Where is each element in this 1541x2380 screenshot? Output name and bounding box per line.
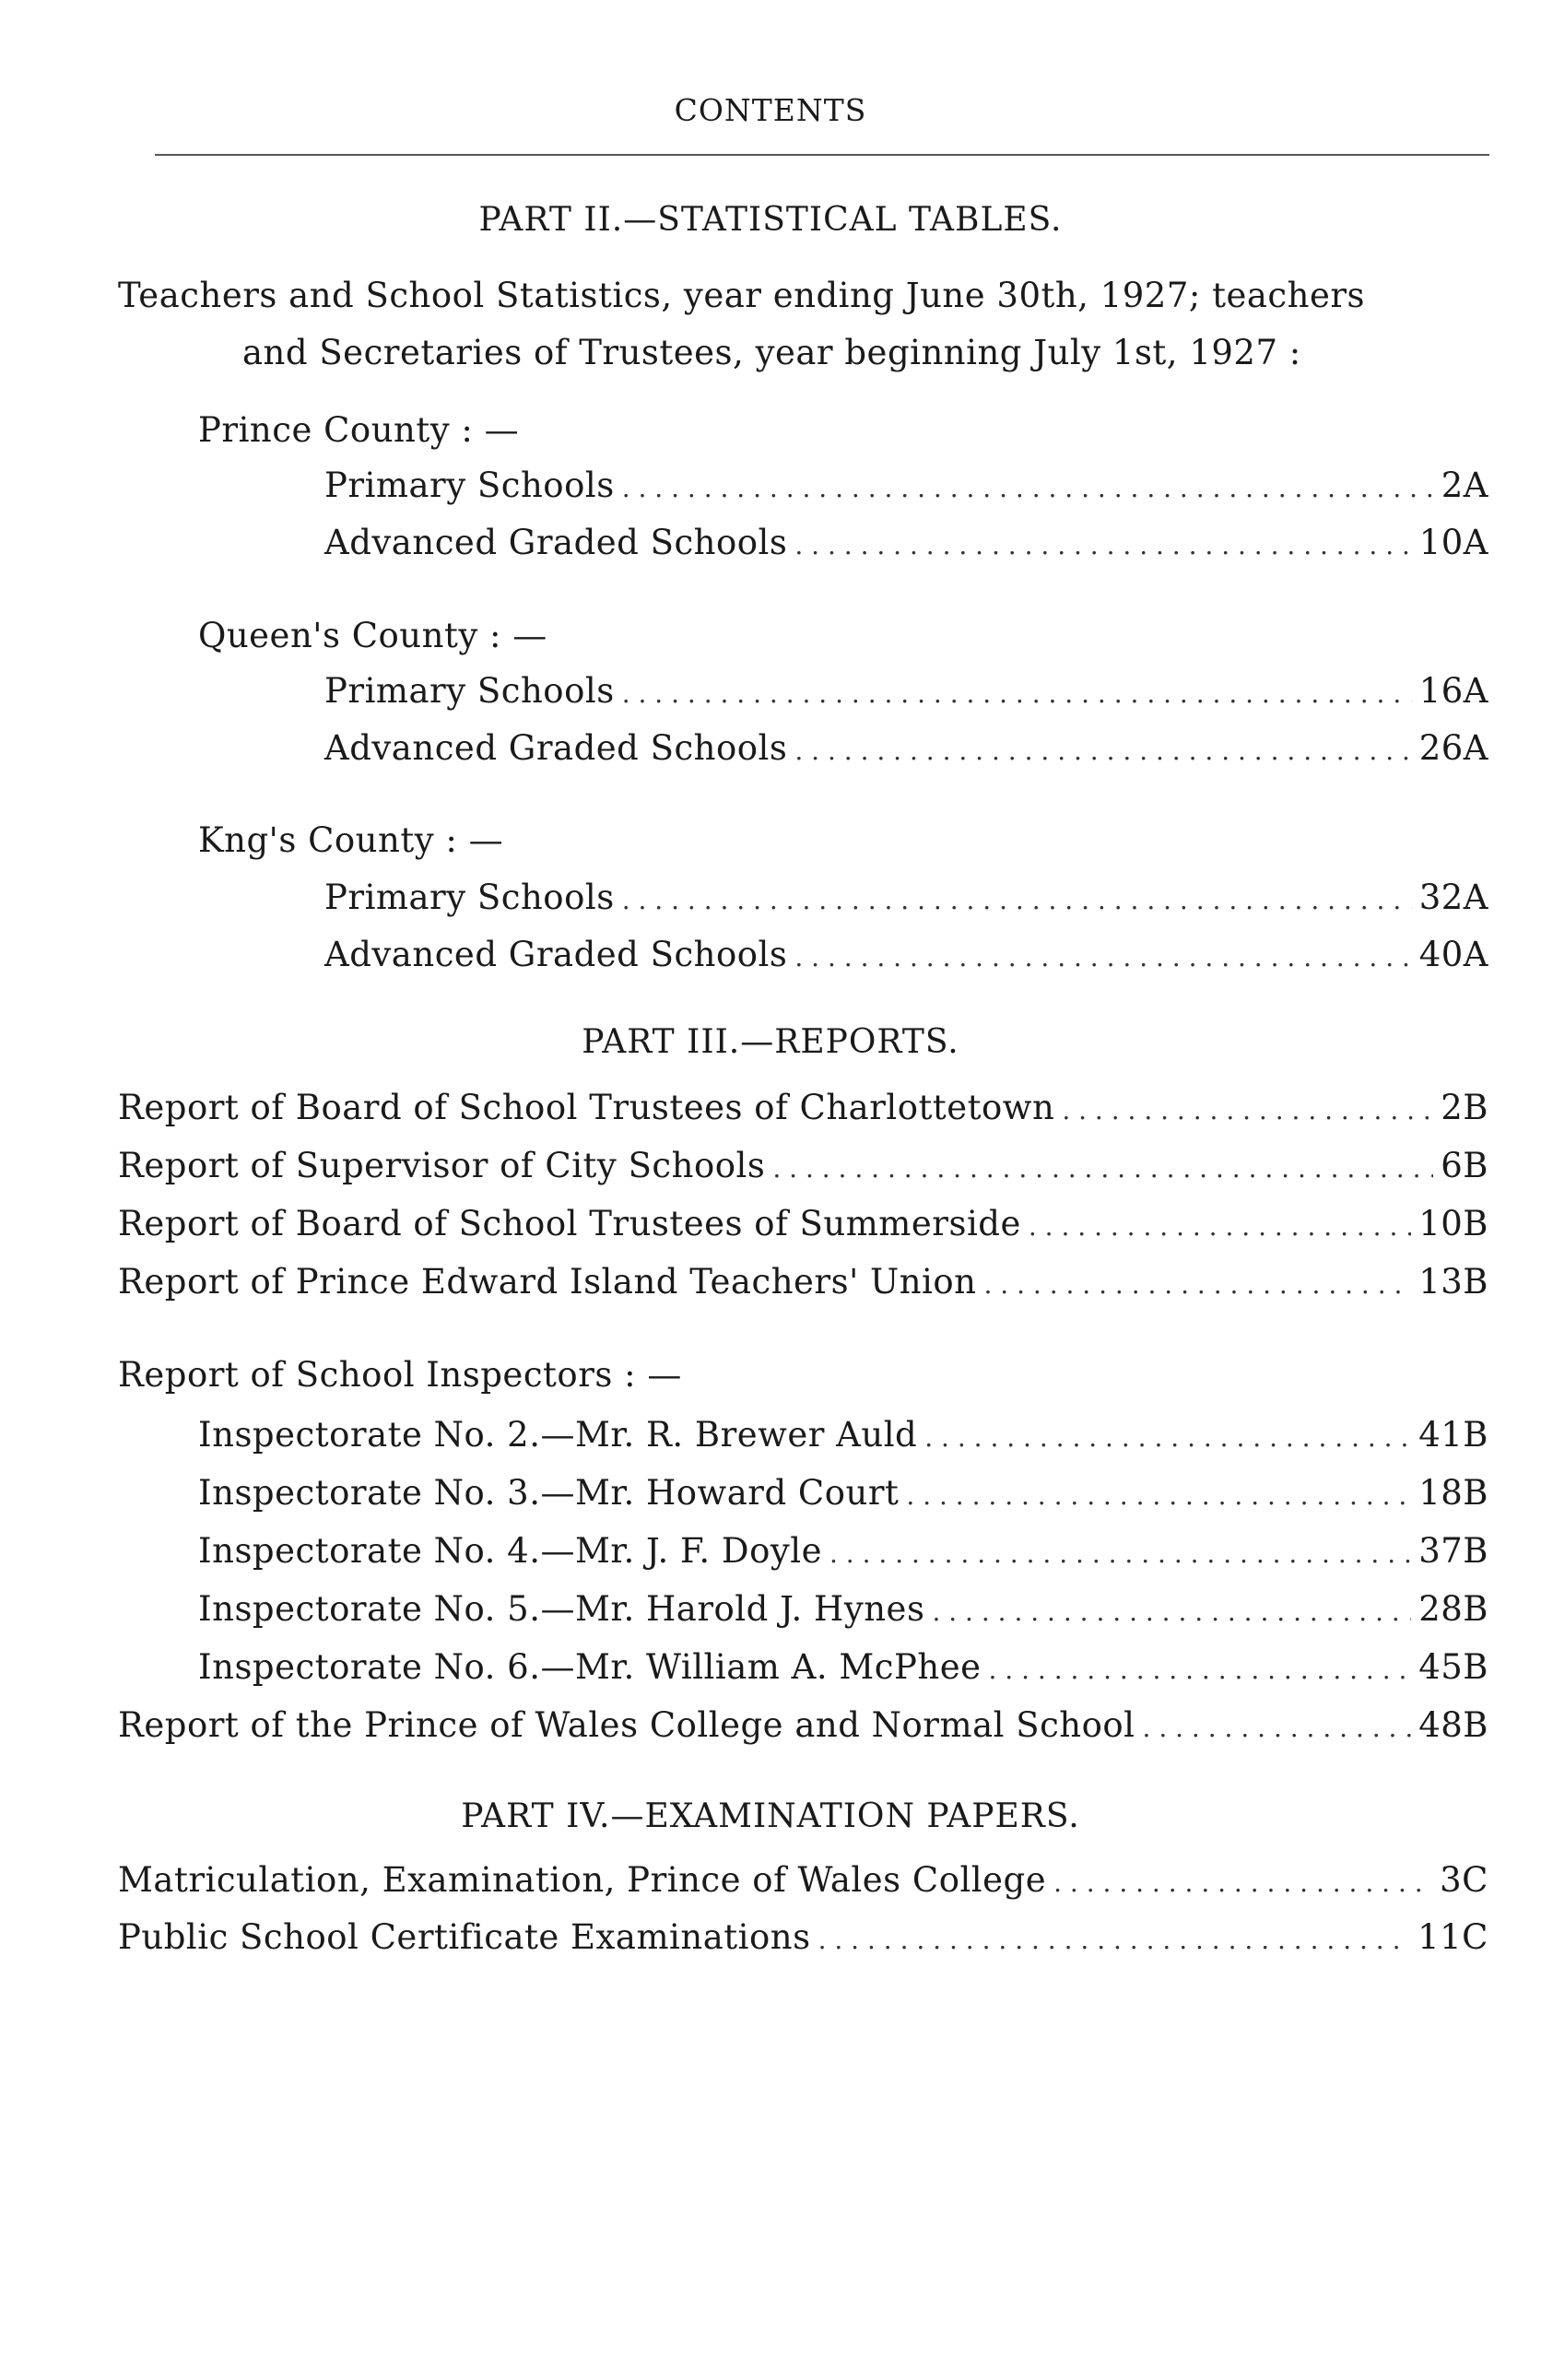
part2-intro: [118, 267, 1500, 382]
toc-entry-title: Primary Schools: [324, 878, 615, 917]
toc-entry[interactable]: [324, 728, 1488, 774]
toc-entry-page: 41B: [1418, 1415, 1488, 1455]
toc-entry-page: 37B: [1418, 1531, 1488, 1571]
toc-entry[interactable]: [198, 1647, 1488, 1693]
toc-entry[interactable]: [324, 935, 1488, 981]
toc-entry-page: 26A: [1418, 728, 1488, 768]
toc-entry-title: Report of Board of School Trustees of Summerside: [118, 1204, 1021, 1243]
header-rule: [155, 154, 1489, 156]
toc-entry-title: Advanced Graded Schools: [324, 523, 788, 562]
part2-intro-line2: and Secretaries of Trustees, year beginning July 1st, 1927 :: [242, 333, 1301, 372]
dot-leader: [1062, 1095, 1433, 1125]
toc-entry-page: 13B: [1418, 1262, 1488, 1302]
dot-leader: [818, 1925, 1411, 1955]
toc-entry-page: 10B: [1418, 1204, 1488, 1243]
dot-leader: [924, 1422, 1411, 1453]
toc-entry-title: Inspectorate No. 5.—Mr. Harold J. Hynes: [198, 1589, 925, 1629]
toc-entry[interactable]: [118, 1146, 1488, 1192]
dot-leader: [1053, 1867, 1432, 1898]
dot-leader: [622, 473, 1434, 503]
toc-entry[interactable]: [118, 1204, 1488, 1250]
toc-entry-title: Report of Supervisor of City Schools: [118, 1146, 766, 1185]
dot-leader: [829, 1538, 1411, 1569]
toc-entry-title: Public School Certificate Examinations: [118, 1917, 811, 1957]
toc-entry[interactable]: [198, 1531, 1488, 1577]
dot-leader: [932, 1596, 1411, 1627]
toc-entry-page: 10A: [1418, 523, 1488, 562]
dot-leader: [622, 885, 1412, 915]
part2-heading: PART II.—STATISTICAL TABLES.: [478, 201, 1063, 239]
part3-heading: PART III.—REPORTS.: [582, 1023, 959, 1061]
toc-entry-title: Primary Schools: [324, 465, 615, 505]
running-head: CONTENTS: [674, 92, 867, 128]
toc-entry-page: 45B: [1418, 1647, 1488, 1687]
county-heading-queens: Queen's County : —: [198, 616, 547, 655]
toc-entry-page: 32A: [1418, 878, 1488, 917]
dot-leader: [984, 1269, 1412, 1300]
toc-entry-page: 6B: [1441, 1146, 1488, 1185]
toc-entry-title: Report of Prince Edward Island Teachers' Union: [118, 1262, 977, 1302]
toc-entry[interactable]: [198, 1415, 1488, 1461]
toc-entry[interactable]: [324, 523, 1488, 569]
toc-entry-title: Report of Board of School Trustees of Charlottetown: [118, 1088, 1055, 1127]
toc-entry-title: Report of the Prince of Wales College and Normal School: [118, 1705, 1135, 1745]
toc-entry-title: Inspectorate No. 4.—Mr. J. F. Doyle: [198, 1531, 822, 1571]
toc-entry-page: 28B: [1418, 1589, 1488, 1629]
county-heading-kings: Kng's County : —: [198, 820, 504, 860]
toc-entry-page: 48B: [1418, 1705, 1488, 1745]
toc-entry[interactable]: [118, 1088, 1488, 1134]
toc-entry-title: Inspectorate No. 3.—Mr. Howard Court: [198, 1473, 900, 1513]
toc-entry-title: Advanced Graded Schools: [324, 935, 788, 974]
toc-entry[interactable]: [324, 671, 1488, 717]
toc-entry-title: Inspectorate No. 2.—Mr. R. Brewer Auld: [198, 1415, 918, 1455]
toc-entry-title: Inspectorate No. 6.—Mr. William A. McPhee: [198, 1647, 982, 1687]
toc-entry-page: 40A: [1418, 935, 1488, 974]
dot-leader: [794, 736, 1411, 766]
toc-entry[interactable]: [324, 878, 1488, 924]
toc-entry[interactable]: [118, 1860, 1488, 1906]
dot-leader: [622, 678, 1412, 709]
toc-entry[interactable]: [198, 1589, 1488, 1635]
toc-entry-title: Primary Schools: [324, 671, 615, 711]
dot-leader: [794, 530, 1411, 560]
toc-entry-page: 2B: [1441, 1088, 1488, 1127]
dot-leader: [772, 1153, 1433, 1184]
toc-entry-title: Advanced Graded Schools: [324, 728, 788, 768]
toc-entry[interactable]: [118, 1917, 1488, 1963]
toc-entry-page: 3C: [1440, 1860, 1488, 1900]
toc-entry-title: Matriculation, Examination, Prince of Wales College: [118, 1860, 1047, 1900]
county-heading-prince: Prince County : —: [198, 410, 520, 450]
dot-leader: [794, 942, 1411, 972]
toc-entry[interactable]: [198, 1473, 1488, 1519]
dot-leader: [989, 1655, 1412, 1685]
inspectors-heading: Report of School Inspectors : —: [118, 1355, 682, 1395]
toc-entry-page: 18B: [1418, 1473, 1488, 1513]
dot-leader: [906, 1480, 1411, 1511]
dot-leader: [1143, 1713, 1412, 1743]
toc-entry-page: 2A: [1441, 465, 1488, 505]
part4-heading: PART IV.—EXAMINATION PAPERS.: [461, 1797, 1080, 1835]
toc-entry-page: 16A: [1418, 671, 1488, 711]
toc-entry-page: 11C: [1417, 1917, 1488, 1957]
toc-entry[interactable]: [118, 1262, 1488, 1308]
part2-intro-line1: Teachers and School Statistics, year ending June 30th, 1927; teachers: [118, 276, 1366, 315]
toc-entry[interactable]: [324, 465, 1488, 512]
toc-entry[interactable]: [118, 1705, 1488, 1751]
dot-leader: [1029, 1211, 1411, 1242]
